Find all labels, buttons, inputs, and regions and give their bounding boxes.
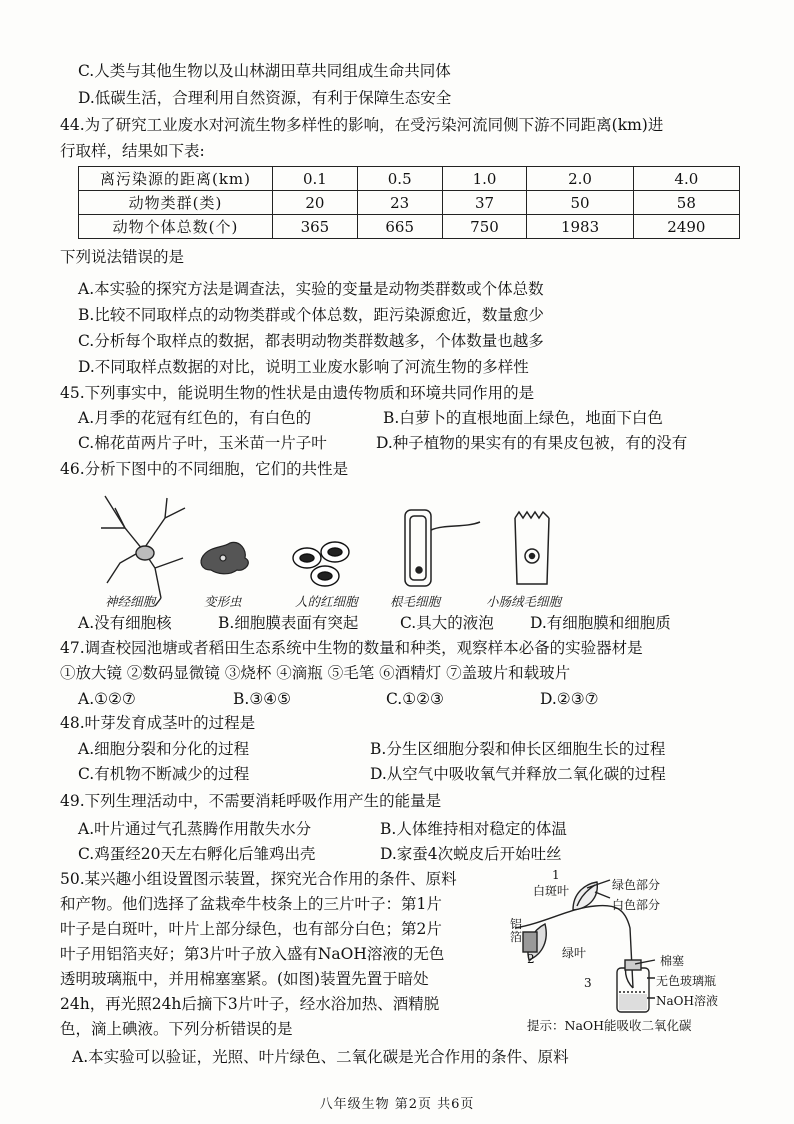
q46-option-b: B.细胞膜表面有突起	[218, 614, 359, 632]
figure-label-naoh: NaOH溶液	[656, 994, 718, 1008]
page-footer: 八年级生物 第2页 共6页	[319, 1097, 475, 1112]
q47-option-b: B.③④⑤	[233, 690, 292, 708]
q44-stem-line2: 行取样，结果如下表:	[60, 142, 205, 160]
q47-option-c: C.①②③	[386, 690, 444, 708]
q45-option-d: D.种子植物的果实有的有果皮包被，有的没有	[376, 434, 688, 452]
q48-option-c: C.有机物不断减少的过程	[78, 765, 250, 783]
table-cell: 20	[273, 191, 358, 215]
q46-stem: 46.分析下图中的不同细胞，它们的共性是	[60, 460, 349, 478]
q45-option-a: A.月季的花冠有红色的，有白色的	[78, 409, 312, 427]
caption-red-blood-cell: 人的红细胞	[295, 594, 358, 609]
table-cell: 4.0	[633, 167, 739, 191]
table-header-total: 动物个体总数(个)	[79, 215, 273, 239]
q45-stem: 45.下列事实中，能说明生物的性状是由遗传物质和环境共同作用的是	[60, 384, 535, 402]
q46-option-c: C.具大的液泡	[400, 614, 494, 632]
q44-stem-line1: 44.为了研究工业废水对河流生物多样性的影响，在受污染河流同侧下游不同距离(km)进	[60, 116, 664, 134]
q47-stem: 47.调查校园池塘或者稻田生态系统中生物的数量和种类，观察样本必备的实验器材是	[60, 639, 643, 657]
caption-amoeba: 变形虫	[204, 594, 242, 609]
q45-option-c: C.棉花苗两片子叶，玉米苗一片子叶	[78, 434, 327, 452]
table-cell: 0.5	[357, 167, 442, 191]
figure-label-2: 2	[527, 952, 535, 966]
q44-option-d: D.不同取样点数据的对比，说明工业废水影响了河流生物的多样性	[78, 358, 529, 376]
q47-option-d: D.②③⑦	[540, 690, 599, 708]
q46-option-a: A.没有细胞核	[78, 614, 172, 632]
caption-root-hair-cell: 根毛细胞	[390, 594, 441, 609]
table-cell: 750	[442, 215, 527, 239]
figure-label-bottle: 无色玻璃瓶	[656, 974, 717, 988]
figure-hint: 提示：NaOH能吸收二氧化碳	[527, 1018, 692, 1033]
q50-line1: 50.某兴趣小组设置图示装置，探究光合作用的条件、原料	[60, 870, 457, 888]
q44-option-c: C.分析每个取样点的数据，都表明动物类群数越多，个体数量也越多	[78, 332, 544, 350]
q48-option-a: A.细胞分裂和分化的过程	[78, 740, 250, 758]
amoeba-drawing	[201, 542, 248, 573]
villus-cell-drawing	[515, 512, 549, 584]
prev-option-c: C.人类与其他生物以及山林湖田草共同组成生命共同体	[78, 62, 451, 80]
table-header-groups: 动物类群(类)	[79, 191, 273, 215]
q47-option-a: A.①②⑦	[78, 690, 136, 708]
figure-label-3: 3	[584, 976, 592, 990]
figure-label-green-part: 绿色部分	[612, 878, 661, 892]
table-cell: 665	[357, 215, 442, 239]
q45-option-b: B.白萝卜的直根地面上绿色，地面下白色	[383, 409, 663, 427]
table-cell: 365	[273, 215, 358, 239]
table-cell: 2490	[633, 215, 739, 239]
table-cell: 2.0	[527, 167, 633, 191]
q50-line7: 色，滴上碘液。下列分析错误的是	[60, 1020, 293, 1038]
q50-line3: 叶子是白斑叶，叶片上部分绿色，也有部分白色；第2片	[60, 920, 442, 938]
table-row	[79, 191, 740, 215]
table-cell: 37	[442, 191, 527, 215]
q44-option-a: A.本实验的探究方法是调查法，实验的变量是动物类群数或个体总数	[78, 280, 544, 298]
q44-data-table	[78, 166, 740, 239]
table-cell: 23	[357, 191, 442, 215]
table-cell: 1983	[527, 215, 633, 239]
table-cell: 0.1	[273, 167, 358, 191]
table-row	[79, 167, 740, 191]
cell-illustrations	[95, 488, 595, 608]
figure-label-foil: 铝箔	[510, 917, 523, 944]
q48-option-b: B.分生区细胞分裂和伸长区细胞生长的过程	[370, 740, 666, 758]
q50-line2: 和产物。他们选择了盆栽牵牛枝条上的三片叶子：第1片	[60, 895, 442, 913]
q44-option-b: B.比较不同取样点的动物类群或个体总数，距污染源愈近，数量愈少	[78, 306, 544, 324]
figure-label-green-leaf: 绿叶	[562, 946, 587, 960]
q48-stem: 48.叶芽发育成茎叶的过程是	[60, 714, 256, 732]
caption-villus-cell: 小肠绒毛细胞	[486, 594, 562, 609]
table-cell: 1.0	[442, 167, 527, 191]
q44-prompt: 下列说法错误的是	[60, 248, 185, 266]
prev-option-d: D.低碳生活，合理利用自然资源，有利于保障生态安全	[78, 89, 452, 107]
q49-option-c: C.鸡蛋经20天左右孵化后雏鸡出壳	[78, 845, 316, 863]
figure-label-white-leaf: 白斑叶	[533, 884, 570, 898]
q49-option-a: A.叶片通过气孔蒸腾作用散失水分	[78, 820, 312, 838]
q50-line6: 24h，再光照24h后摘下3片叶子，经水浴加热、酒精脱	[60, 995, 440, 1013]
table-cell: 50	[527, 191, 633, 215]
figure-label-white-part: 白色部分	[612, 898, 661, 912]
root-hair-cell-drawing	[405, 510, 480, 586]
q49-stem: 49.下列生理活动中，不需要消耗呼吸作用产生的能量是	[60, 792, 442, 810]
q50-line4: 叶子用铝箔夹好；第3片叶子放入盛有NaOH溶液的无色	[60, 945, 445, 963]
table-row	[79, 215, 740, 239]
table-cell: 58	[633, 191, 739, 215]
figure-label-cotton: 棉塞	[660, 954, 685, 968]
q50-line5: 透明玻璃瓶中，并用棉塞塞紧。(如图)装置先置于暗处	[60, 970, 429, 988]
q49-option-b: B.人体维持相对稳定的体温	[380, 820, 567, 838]
q49-option-d: D.家蚕4次蜕皮后开始吐丝	[380, 845, 562, 863]
caption-neuron: 神经细胞	[105, 594, 156, 609]
neuron-cell-drawing	[101, 496, 185, 606]
red-blood-cells-drawing	[293, 542, 349, 586]
table-header-distance: 离污染源的距离(km)	[79, 167, 273, 191]
q50-option-a: A.本实验可以验证，光照、叶片绿色、二氧化碳是光合作用的条件、原料	[72, 1048, 569, 1066]
q46-option-d: D.有细胞膜和细胞质	[530, 614, 671, 632]
q47-items: ①放大镜 ②数码显微镜 ③烧杯 ④滴瓶 ⑤毛笔 ⑥酒精灯 ⑦盖玻片和载玻片	[60, 664, 571, 682]
figure-label-1: 1	[552, 868, 560, 882]
q48-option-d: D.从空气中吸收氧气并释放二氧化碳的过程	[370, 765, 666, 783]
